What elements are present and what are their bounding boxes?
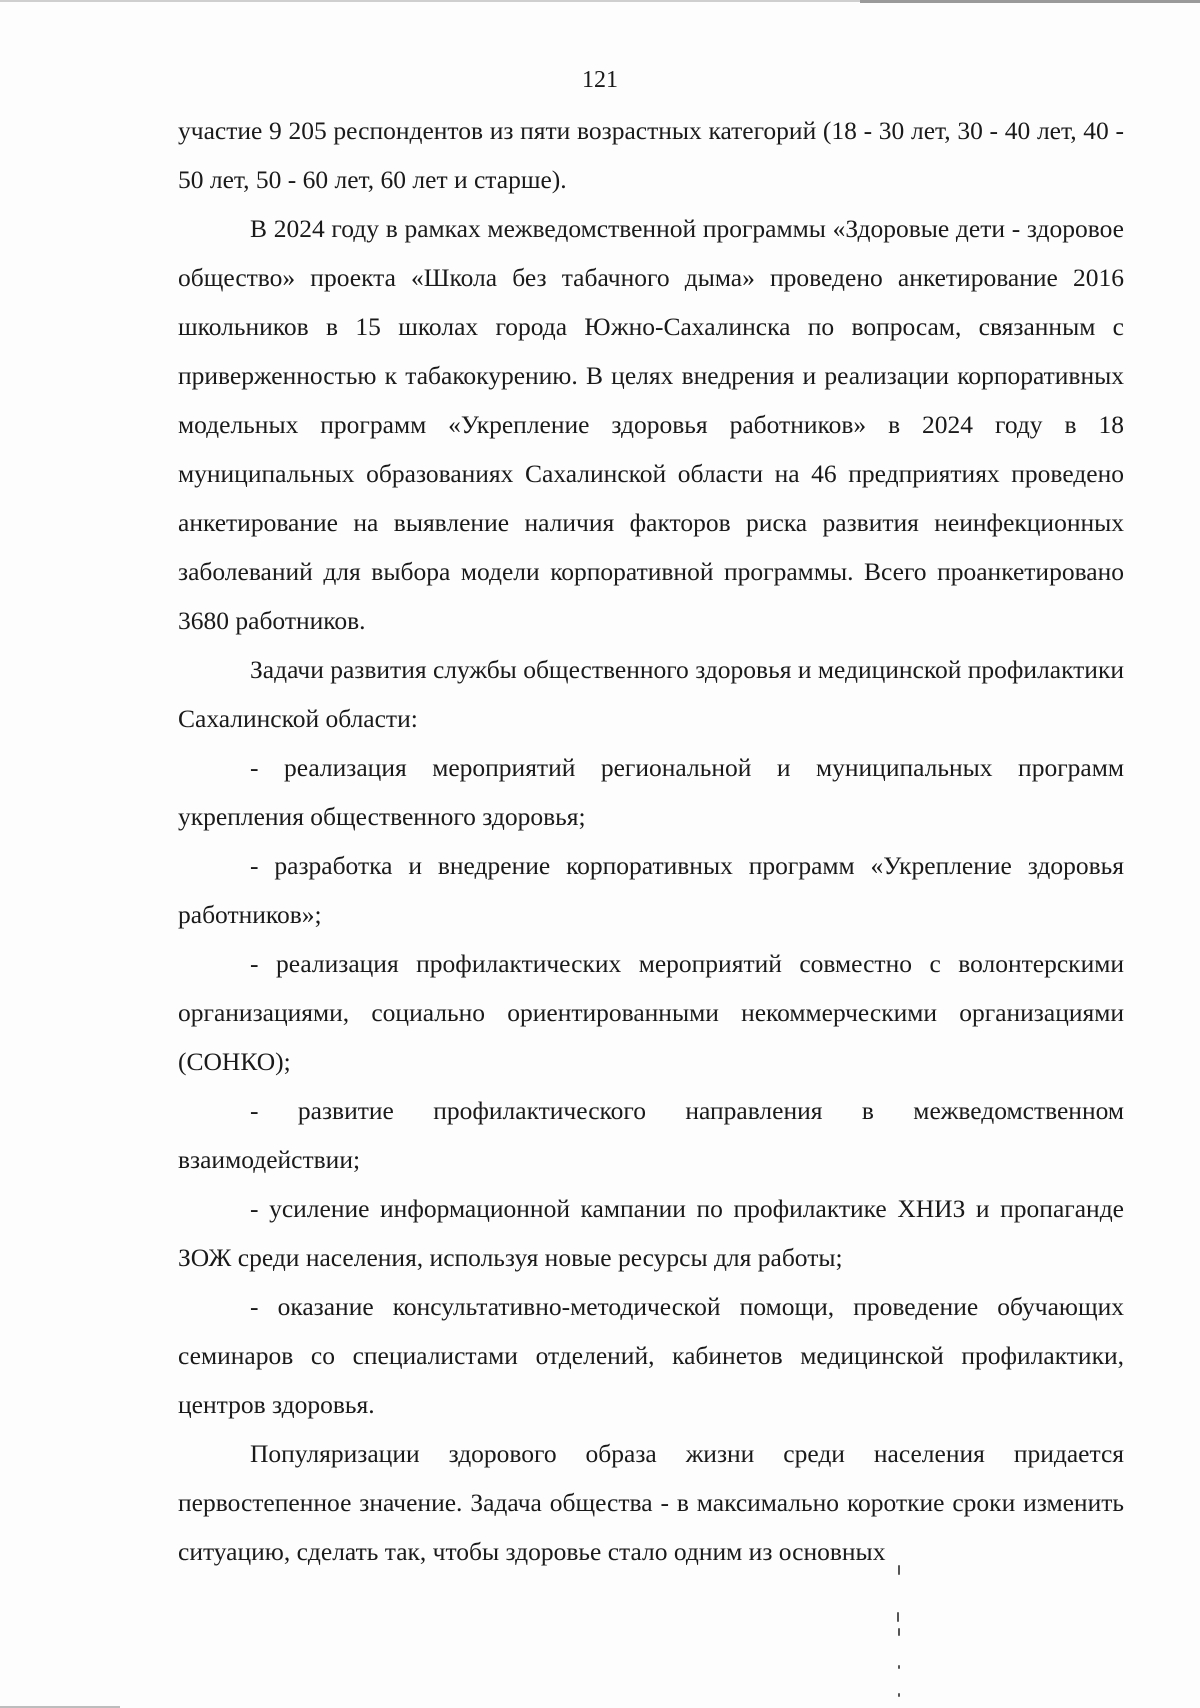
list-item-task-5: - усиление информационной кампании по профилактике ХНИЗ и пропаганде ЗОЖ среди населения, используя новые ресурсы для работы; (178, 1194, 1124, 1272)
page-body (178, 106, 1124, 1576)
list-item-task-2: - разработка и внедрение корпоративных программ «Укрепление здоровья работников»; (178, 851, 1124, 929)
paragraph-survey: В 2024 году в рамках межведомственной программы «Здоровые дети - здоровое общество» проекта «Школа без табачного дыма» проведено анкетирование 2016 школьников в 15 школах города Южно-Сахалинска по вопросам, связанным с приверженностью к табакокурению. В целях внедрения и реализации корпоративных модельных программ «Укрепление здоровья работников» в 2024 году в 18 муниципальных образованиях Сахалинской области на 46 предприятиях проведено анкетирование на выявление наличия факторов риска развития неинфекционных заболеваний для выбора модели корпоративной программы. Всего проанкетировано 3680 работников. (178, 214, 1124, 635)
paragraph-tasks-intro: Задачи развития службы общественного здоровья и медицинской профилактики Сахалинской области: (178, 655, 1124, 733)
scan-artifact-mark (897, 1612, 899, 1622)
scan-artifact-mark (898, 1665, 900, 1669)
scan-artifact-mark (898, 1628, 900, 1636)
paragraph-healthy-lifestyle: Популяризации здорового образа жизни среди населения придается первостепенное значение. Задача общества - в максимально короткие сроки изменить ситуацию, сделать так, чтобы здоровье стало одним из основных (178, 1439, 1124, 1566)
list-item-task-3: - реализация профилактических мероприятий совместно с волонтерскими организациями, социально ориентированными некоммерческими организациями (СОНКО); (178, 949, 1124, 1076)
page-number: 121 (582, 67, 618, 93)
scan-artifact-mark (898, 1565, 900, 1575)
list-item-task-4: - развитие профилактического направления в межведомственном взаимодействии; (178, 1096, 1124, 1174)
list-item-task-1: - реализация мероприятий региональной и муниципальных программ укрепления общественного здоровья; (178, 753, 1124, 831)
scan-top-edge-shadow (860, 0, 1200, 3)
paragraph-continuation: участие 9 205 респондентов из пяти возрастных категорий (18 - 30 лет, 30 - 40 лет, 40 - 50 лет, 50 - 60 лет, 60 лет и старше). (178, 116, 1124, 194)
scan-artifact-mark (898, 1693, 900, 1697)
list-item-task-6: - оказание консультативно-методической помощи, проведение обучающих семинаров со специалистами отделений, кабинетов медицинской профилактики, центров здоровья. (178, 1292, 1124, 1419)
